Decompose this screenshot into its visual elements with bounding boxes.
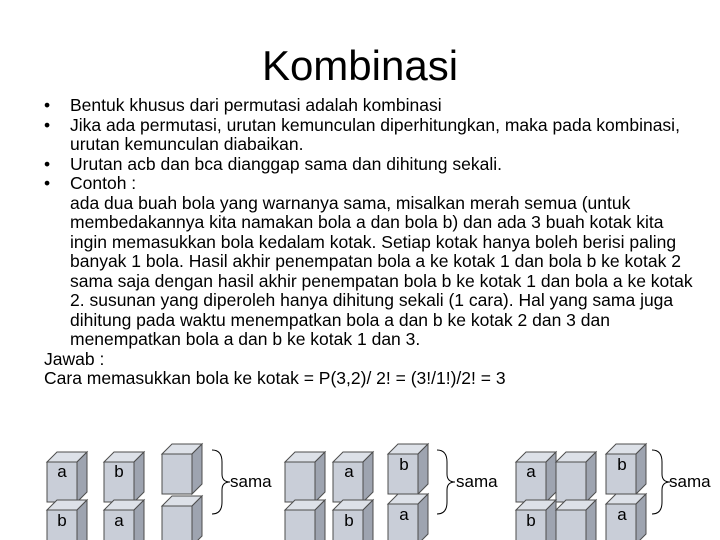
ball-label: a	[57, 462, 67, 481]
box-icon	[104, 500, 144, 540]
box-icon	[516, 452, 556, 502]
box-icon	[285, 500, 325, 540]
answer-label: Jawab :	[44, 348, 105, 369]
box-icon	[556, 500, 596, 540]
box-icon	[47, 452, 87, 502]
arrangement-group-2	[285, 444, 498, 540]
ball-box-illustration	[0, 440, 720, 540]
arrangement-group-1	[47, 444, 272, 540]
box-icon	[516, 500, 556, 540]
box-icon	[162, 496, 202, 540]
ball-label: a	[344, 462, 354, 481]
brace-icon	[652, 450, 670, 514]
box-icon	[104, 452, 144, 502]
arrangement-group-3	[516, 444, 711, 540]
bullet-item: • Bentuk khusus dari permutasi adalah kombinasi	[44, 96, 704, 116]
ball-label: a	[526, 462, 536, 481]
box-icon	[285, 452, 325, 502]
same-label: sama	[456, 472, 498, 491]
answer-formula: Cara memasukkan bola ke kotak = P(3,2)/ 2! = (3!/1!)/2! = 3	[44, 368, 506, 388]
ball-label: b	[344, 511, 354, 530]
ball-label: b	[57, 511, 67, 530]
brace-icon	[212, 450, 230, 514]
slide-title: Kombinasi	[261, 42, 459, 89]
same-label: sama	[669, 472, 711, 491]
ball-label: b	[526, 511, 536, 530]
ball-label: a	[399, 505, 409, 524]
ball-label: b	[617, 455, 627, 474]
box-icon	[162, 444, 202, 494]
ball-label: a	[617, 505, 627, 524]
box-icon	[47, 500, 87, 540]
bullet-item: • Jika ada permutasi, urutan kemunculan diperhitungkan, maka pada kombinasi, urutan kemunculan diabaikan.	[44, 116, 704, 155]
ball-label: a	[114, 511, 124, 530]
brace-icon	[437, 450, 455, 514]
same-label: sama	[230, 472, 272, 491]
ball-label: b	[399, 455, 409, 474]
bullet-item: • Contoh :	[44, 174, 704, 194]
example-paragraph: ada dua buah bola yang warnanya sama, misalkan merah semua (untuk membedakannya kita namakan bola a dan bola b) dan ada 3 buah kotak kita ingin memasukkan bola kedalam kotak. Setiap kotak hanya boleh berisi paling banyak 1 bola. Hasil akhir penempatan bola a ke kotak 1 dan bola b ke kotak 2 sama saja dengan hasil akhir penempatan bola b ke kotak 1 dan bola a ke kotak 2. susunan yang diperoleh hanya dihitung sekali (1 cara). Hal yang sama juga dihitung pada waktu menempatkan bola a dan b ke kotak 2 dan 3 dan menempatkan bola a dan b ke kotak 1 dan 3.	[70, 192, 693, 349]
slide-body	[44, 96, 704, 389]
ball-label: b	[114, 462, 124, 481]
bullet-item: • Urutan acb dan bca dianggap sama dan dihitung sekali.	[44, 155, 704, 175]
box-icon	[556, 452, 596, 502]
